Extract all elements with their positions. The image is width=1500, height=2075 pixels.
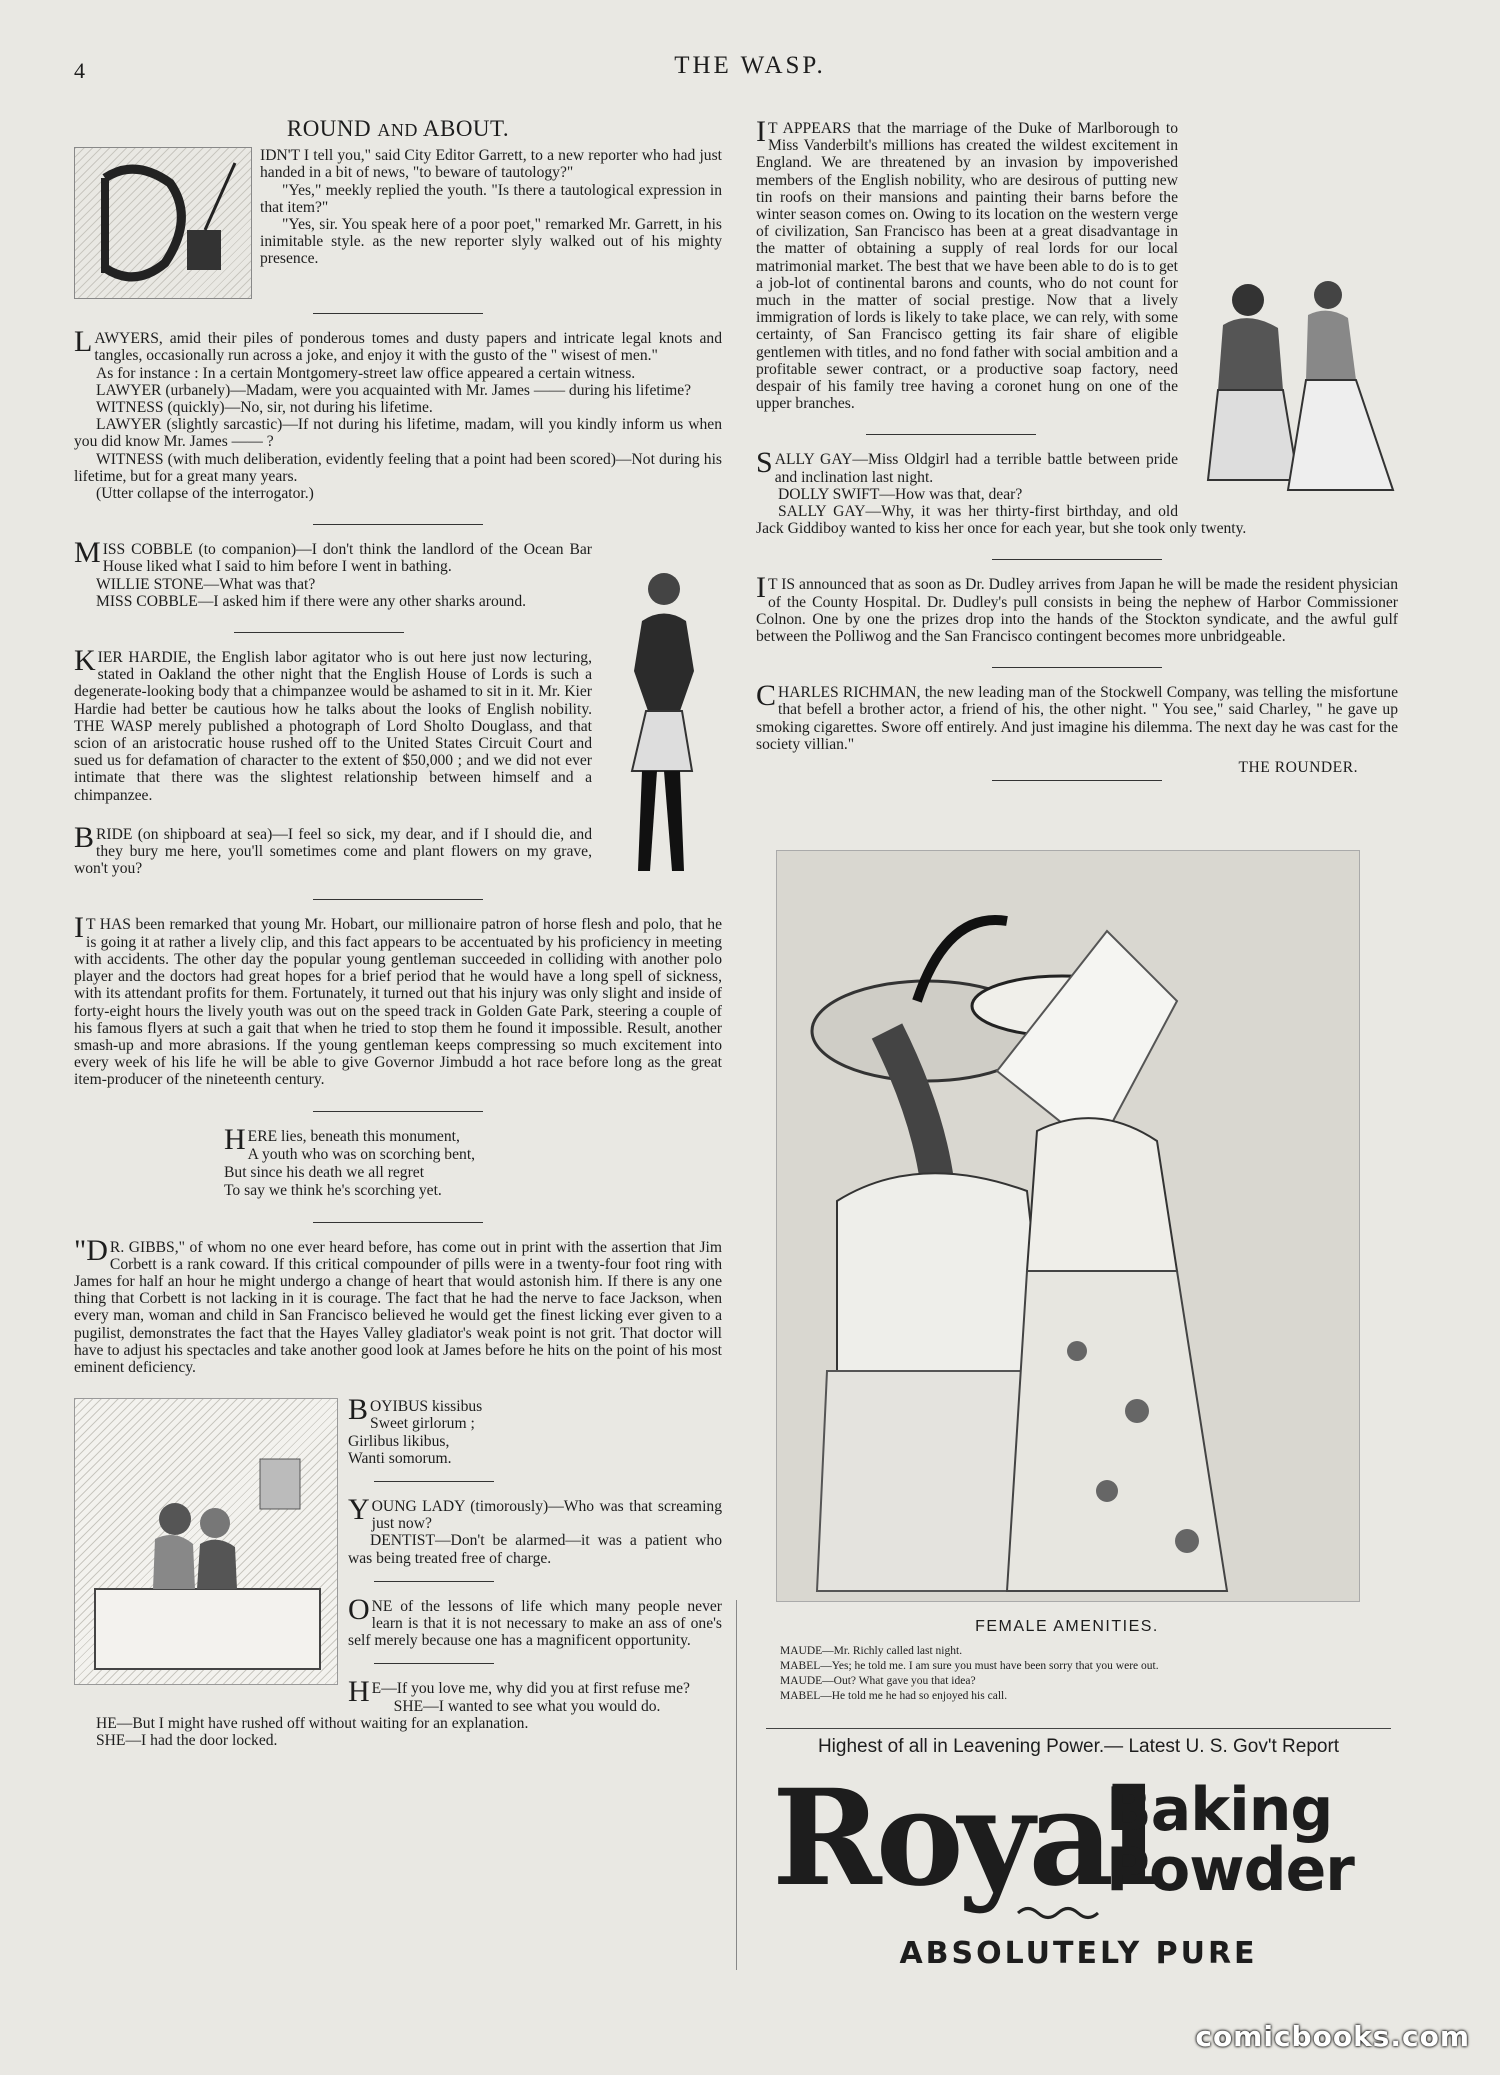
divider	[234, 632, 404, 633]
ad-slogan: ABSOLUTELY PURE	[899, 1936, 1258, 1971]
divider	[313, 1222, 483, 1223]
divider	[374, 1663, 494, 1664]
poem-scorching: HERE lies, beneath this monument, A youth who was on scorching bent, But since his death we all regret To say we think he's scorching yet.	[224, 1122, 476, 1199]
two-women-reading-icon	[777, 851, 1359, 1601]
watermark: comicbooks.com	[1195, 2020, 1470, 2053]
divider	[992, 559, 1162, 560]
section-heading: ROUND AND ABOUT.	[286, 116, 510, 141]
ad-product-name: Baking Powder	[1106, 1775, 1354, 1905]
ad-flourish	[1016, 1904, 1106, 1927]
article-dentist: YOUNG LADY (timorously)—Who was that screaming just now? DENTIST—Don't be alarmed—it was a patient who was being treated free of charge.	[348, 1492, 722, 1567]
article-bride: BRIDE (on shipboard at sea)—I feel so sick, my dear, and if I should die, and they bury me here, you'll sometimes come and plant flowers on my grave, won't you?	[74, 820, 592, 878]
divider	[992, 667, 1162, 668]
article-dr-dudley: I T IS announced that as soon as Dr. Dudley arrives from Japan he will be made the resident physician of the County Hospital. Dr. Dudley's pull consists in being the nephew of Harbor Commissioner Colnon. One by one the prizes drop into the hands of the Stockton syndicate, and the awful gulf between the Polliwog and the San Francisco contingent becomes more unbridgeable.	[756, 571, 1398, 646]
article-dr-gibbs: "D R. GIBBS," of whom no one ever heard before, has come out in print with the assertion that Jim Corbett is a rank coward. If this critical compounder of pills were in a twenty-four foot ring with James for half an hour he might undergo a change of heart that would astonish him. If there is any one thing that Corbett is not lacking in it is courage. The fact that he had the nerve to face Jackson, when every man, woman and child in San Francisco believed he would get the finest licking ever given to a pugilist, demonstrates the fact that the Hayes Valley gladiator's weak point is not grit. That doctor will have to adjust his spectacles and take another good look at James before he hits on the point of his most eminent deficiency.	[74, 1233, 722, 1376]
article-sally-gay: SALLY GAY—Miss Oldgirl had a terrible battle between pride and inclination last night. DOLLY SWIFT—How was that, dear? SALLY GAY—Why, it was her thirty-first birthday, and old Jack Giddiboy wanted to kiss her once for each year, but she took only twenty.	[756, 446, 1247, 538]
divider	[992, 780, 1162, 781]
masthead-title: THE WASP.	[674, 52, 826, 79]
divider	[866, 434, 1036, 435]
ad-top-rule	[766, 1728, 1391, 1729]
seated-women-illustration	[1188, 270, 1398, 500]
article-charles-richman: CHARLES RICHMAN, the new leading man of the Stockwell Company, was telling the misfortune that befell a brother actor, a friend of his, the other night. " You see," said Charley, " he gave up smoking cigarettes. Swore off entirely. And just imagine his dilemma. The next day he was cast for the society villian." THE ROUNDER.	[756, 679, 1398, 777]
ornamental-initial-d	[74, 147, 252, 299]
divider	[374, 1581, 494, 1582]
couple-at-table-icon	[75, 1399, 337, 1684]
bathing-woman-illustration	[602, 561, 722, 886]
divider	[374, 1481, 494, 1482]
left-column	[74, 116, 722, 1771]
article-he-she: H E—If you love me, why did you at first refuse me? SHE—I wanted to see what you would do. HE—But I might have rushed off without waiting for an explanation. SHE—I had the door locked.	[96, 1675, 690, 1749]
kissing-couple-illustration	[74, 1398, 338, 1685]
seated-women-icon	[1188, 270, 1398, 500]
article-miss-cobble: MISS COBBLE (to companion)—I don't think the landlord of the Ocean Bar House liked what I said to him before I went in bathing. WILLIE STONE—What was that? MISS COBBLE—I asked him if there were any other sharks around.	[74, 536, 592, 610]
article-lessons: ONE of the lessons of life which many people never learn is that it is not necessary to make an ass of one's self merely because one has a magnificent opportunity.	[348, 1592, 722, 1650]
bathing-woman-icon	[602, 561, 722, 886]
illustration-caption: FEMALE AMENITIES.	[975, 1618, 1159, 1635]
signature: THE ROUNDER.	[1238, 759, 1358, 777]
article-marlborough: I T APPEARS that the marriage of the Duke of Marlborough to Miss Vanderbilt's millions has created the wildest excitement in England. We are threatened by an invasion by impoverished members of the English nobility, who are desirous of putting new tin roofs on their mansions and painting their barns before the winter season comes on. Owing to its location on the western verge of civilization, San Francisco has been at a great disadvantage in the matter of obtaining a supply of real lords for our local matrimonial market. The best that we have been able to do is to get a job-lot of continental barons and counts, who do not count for much in the matter of social prestige. Now that a lively immigration of lords is likely to take place, we can rely, with some certainty, of San Francisco getting its fair share of eligible gentlemen with titles, and no fond father with social ambition and a profitable sewer contract, or a productive soap factory, need despair of his family tree having a coronet hung on one of the upper branches.	[756, 115, 1178, 413]
ad-tagline: Highest of all in Leavening Power.— Latest U. S. Gov't Report	[817, 1736, 1340, 1757]
verse-latin: BOYIBUS kissibus Sweet girlorum ; Girlibus likibus, Wanti somorum.	[348, 1393, 483, 1467]
article-lawyers: LAWYERS, amid their piles of ponderous tomes and dusty papers and intricate legal knots and tangles, occasionally run across a joke, and enjoy it with the gusto of the " wisest of men." As for instance : In a certain Montgomery-street law office appeared a certain witness. LAWYER (urbanely)—Madam, were you acquainted with Mr. James —— during his lifetime? WITNESS (quickly)—No, sir, not during his lifetime. LAWYER (slightly sarcastic)—If not during his lifetime, madam, will you kindly inform us when you did know Mr. James —— ? WITNESS (with much deliberation, evidently feeling that a point had been scored)—Not during his lifetime, but for a great many years. (Utter collapse of the interrogator.)	[74, 325, 722, 503]
ad-brand-royal: Royal	[772, 1761, 1153, 1916]
article-kier-hardie: KIER HARDIE, the English labor agitator who is out here just now lecturing, stated in Oakland the other night that the English House of Lords is such a degenerate-looking body that a chimpanzee would be ashamed to sit in it. Mr. Kier Hardie had better be cautious how he talks about the looks of English nobility. THE WASP merely published a photograph of Lord Sholto Douglass, and that scion of an aristocratic house rushed off to the United States Circuit Court and sued us for defamation of character to the extent of $50,000 ; and we did not ever intimate that there was the slightest relationship between himself and a chimpanzee.	[74, 644, 592, 804]
caption-dialogue: MAUDE—Mr. Richly called last night. MABEL—Yes; he told me. I am sure you must have been sorry that you were out. MAUDE—Out? What gave you that idea? MABEL—He told me he had so enjoyed his call.	[780, 1645, 1159, 1702]
column-divider	[736, 1600, 737, 1970]
scroll-ornament-icon	[1016, 1904, 1106, 1922]
female-amenities-illustration	[776, 850, 1360, 1602]
divider	[313, 524, 483, 525]
right-column	[756, 115, 1398, 797]
divider	[313, 899, 483, 900]
page-number: 4	[74, 58, 85, 83]
article-tautology: IDN'T I tell you," said City Editor Garrett, to a new reporter who had just handed in a bit of news, "to beware of tautology?" "Yes," meekly replied the youth. "Is there a tautological expression in that item?" "Yes, sir. You speak here of a poor poet," remarked Mr. Garrett, in his inimitable style. as the new reporter slyly walked out of his mighty presence.	[74, 147, 722, 303]
ink-pen-illustration-icon	[75, 148, 251, 298]
divider	[313, 1111, 483, 1112]
divider	[313, 313, 483, 314]
article-hobart: I T HAS been remarked that young Mr. Hobart, our millionaire patron of horse flesh and polo, that he is going it at rather a lively clip, and this fact appears to be accentuated by his proficiency in meeting with accidents. The other day the popular young gentleman succeeded in colliding with another polo player and the doctors had great hopes for a brief period that he would have a long spell of sickness, with its attendant profits for them. Fortunately, it turned out that his injury was only slight and inside of forty-eight hours the lively youth was out on the speed track in Golden Gate Park, steering a couple of his famous flyers at such a gait that when he tried to stop them he found it impossible. Result, another smash-up and more abrasions. If the young gentleman keeps compressing so much excitement into every week of his life he will be able to give Governor Jimbudd a hot race before long as the great item-producer of the nineteenth century.	[74, 911, 722, 1089]
